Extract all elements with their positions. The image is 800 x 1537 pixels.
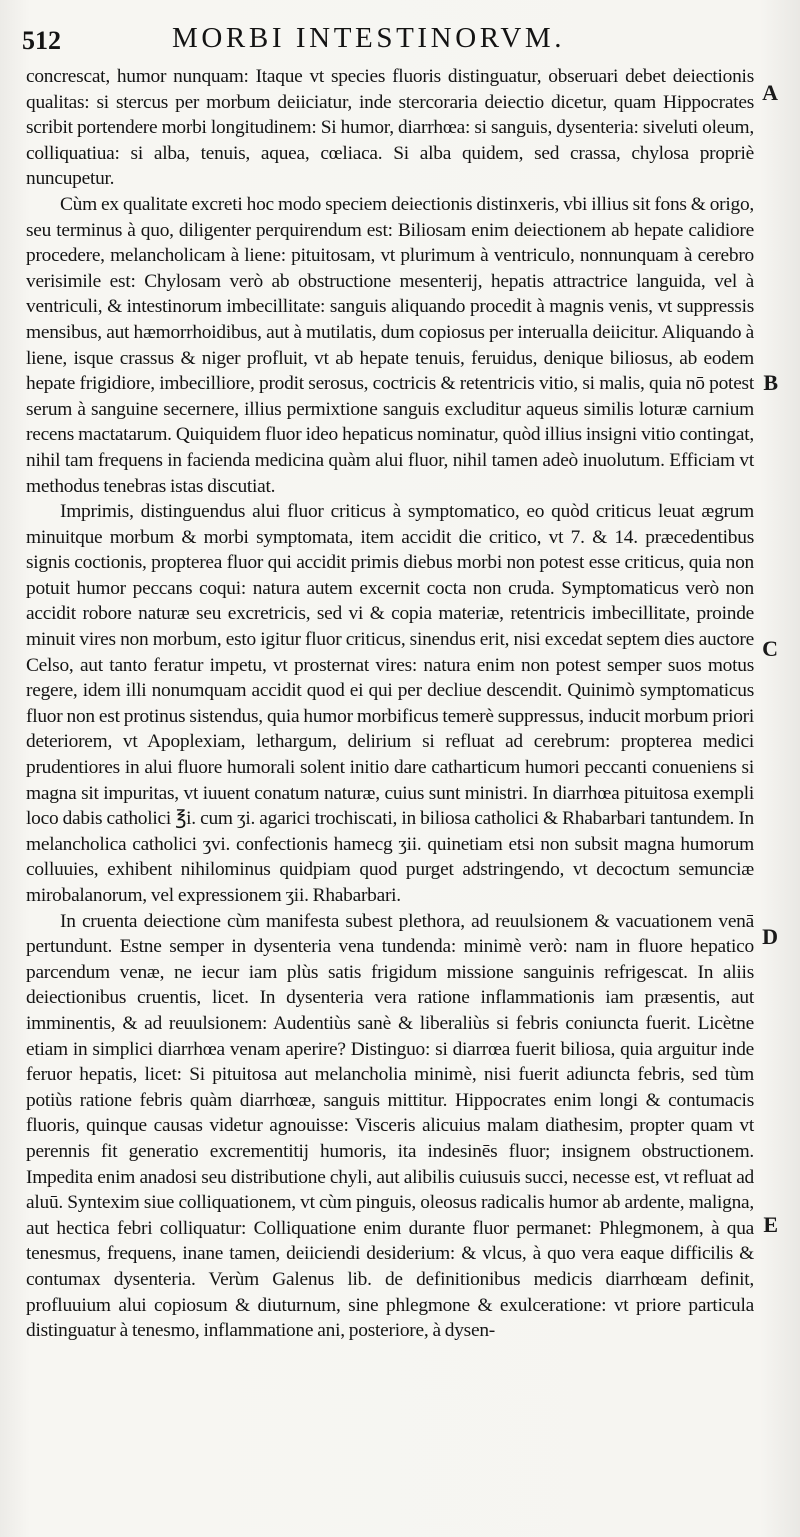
body-text	[26, 64, 754, 1344]
paragraph-1: concrescat, humor nunquam: Itaque vt species fluoris distinguatur, obseruari debet deiectionis qualitas: si stercus per morbum deiiciatur, inde stercoraria deiectio dicetur, quam Hippocrates scribit portendere morbi longitudinem: Si humor, diarrhœa: si sanguis, dysenteria: siveluti oleum, colliquatiua: si alba, tenuis, aquea, cœliaca. Si alba quidem, sed crassa, chylosa propriè nuncupetur.	[26, 66, 754, 190]
paragraph-4: In cruenta deiectione cùm manifesta subest plethora, ad reuulsionem & vacuationem venā pertundunt. Estne semper in dysenteria vena tundenda: minimè verò: nam in fluore hepatico parcendum venæ, ne iecur iam plùs satis frigidum missione sanguinis refrigescat. In aliis deiectionibus cruentis, licet. In dysenteria vera ratione inflammationis iam præsentis, aut imminentis, & ad reuulsionem: Audentiùs sanè & liberaliùs si febris coniuncta fuerit. Licètne etiam in simplici diarrhœa venam aperire? Distinguo: si diarrœa fuerit biliosa, quia arguitur inde feruor hepatis, licet: Si pituitosa aut melancholia minimè, nisi fuerit adiuncta febris, sed tùm potiùs ratione febris quàm diarrhœæ, sanguis mittitur. Hippocrates enim longi & contumacis fluoris, quinque causas videtur agnouisse: Visceris alicuius malam diathesim, propter quam vt perennis fit generatio excrementitij humoris, ita indesinēs fluor; insignem obstructionem. Impedita enim anadosi seu distributione chyli, aut alibilis cuiusuis succi, necesse est, vt refluat ad aluū. Syntexim siue colliquationem, vt cùm pinguis, oleosus radicalis humor ab ardente, maligna, aut hectica febri colliquatur: Colliquatione enim durante fluor permanet: Phlegmonem, à qua tenesmus, frequens, inane tamen, deiiciendi desiderium: & vlcus, à quo vera eaque difficilis & contumax dysenteria. Verùm Galenus lib. de definitionibus medicis diarrhœam definit, profluuium alui copiosum & diuturnum, sine phlegmone & exulceratione: vt priore particula distinguatur à tenesmo, inflammatione ani, posteriore, à dysen-	[26, 910, 754, 1342]
margin-letter-d: D	[762, 924, 778, 949]
paragraph-2: Cùm ex qualitate excreti hoc modo speciem deiectionis distinxeris, vbi illius sit fons & origo, seu terminus à quo, diligenter perquirendum est: Biliosam enim deiectionem ab hepate calidiore procedere, melancholicam à liene: pituitosam, vt plurimum à ventriculo, nonnunquam à cerebro verisimile est: Chylosam verò ab obstructione mesenterij, hepatis attractrice languida, vel à ventriculi, & intestinorum imbecillitate: sanguis aliquando procedit à magnis venis, vt suppressis mensibus, aut hæmorrhoidibus, aut à mutilatis, dum copiosus per interualla deiicitur. Aliquando à liene, isque crassus & niger profluit, vt ab hepate tenuis, feruidus, denique biliosus, ab eodem hepate frigidiore, imbecilliore, prodit serosus, coctricis & retentricis vitio, si malis, quia nō potest serum à sanguine secernere, illius permixtione sanguis excluditur aqueus similis loturæ carnium recens mactatarum. Quiquidem fluor ideo hepaticus nominatur, quòd illius insigni vitio contingat, nihil tam frequens in facienda medicina quàm alui fluor, nihil tamen adeò inuolutum. Efficiam vt methodus tenebras istas discutiat.	[26, 193, 754, 497]
margin-letter-c: C	[762, 636, 778, 661]
page-header	[22, 22, 752, 58]
page-number: 512	[22, 26, 61, 55]
paragraph-3: Imprimis, distinguendus alui fluor criticus à symptomatico, eo quòd criticus leuat ægrum minuitque morbum & morbi symptomata, item accidit die critico, vt 7. & 14. præcedentibus signis coctionis, propterea fluor qui accidit primis diebus morbi non potest esse criticus, quia non potuit humor peccans coqui: natura autem excernit cocta non cruda. Symptomaticus verò non accidit robore naturæ seu excretricis, sed vi & copia materiæ, retentricis imbecillitate, proinde minuit vires non morbum, esto igitur fluor criticus, sinendus erit, nisi excedat septem dies auctore Celso, aut tanto feratur impetu, vt prosternat vires: natura enim non potest semper suos motus regere, idem illi nonumquam accidit quod ei qui per decliue descendit. Quinimò symptomaticus fluor non est protinus sistendus, quia humor morbificus temerè suppressus, inducit morbum priori deteriorem, vt Apoplexiam, lethargum, delirium si refluat ad cerebrum: propterea medici prudentiores in alui fluore humorali solent initio dare catharticum humori peccanti conueniens si magna sit impuritas, vt iuuent conatum naturæ, cuius sunt ministri. In diarrhœa pituitosa exempli loco dabis catholici ℥i. cum ʒi. agarici trochiscati, in biliosa catholici & Rhabarbari tantundem. In melancholica catholici ʒvi. confectionis hamecg ʒii. quinetiam etsi non subsit magna humorum colluuies, exhibent nihilominus quidpiam quod purget adstringendo, vt decoctum semunciæ mirobalanorum, vel expressionem ʒii. Rhabarbari.	[26, 501, 754, 906]
margin-letter-e: E	[763, 1212, 778, 1237]
running-head: MORBI INTESTINORVM.	[172, 22, 566, 54]
margin-letter-a: A	[762, 80, 778, 105]
margin-letter-b: B	[763, 370, 778, 395]
